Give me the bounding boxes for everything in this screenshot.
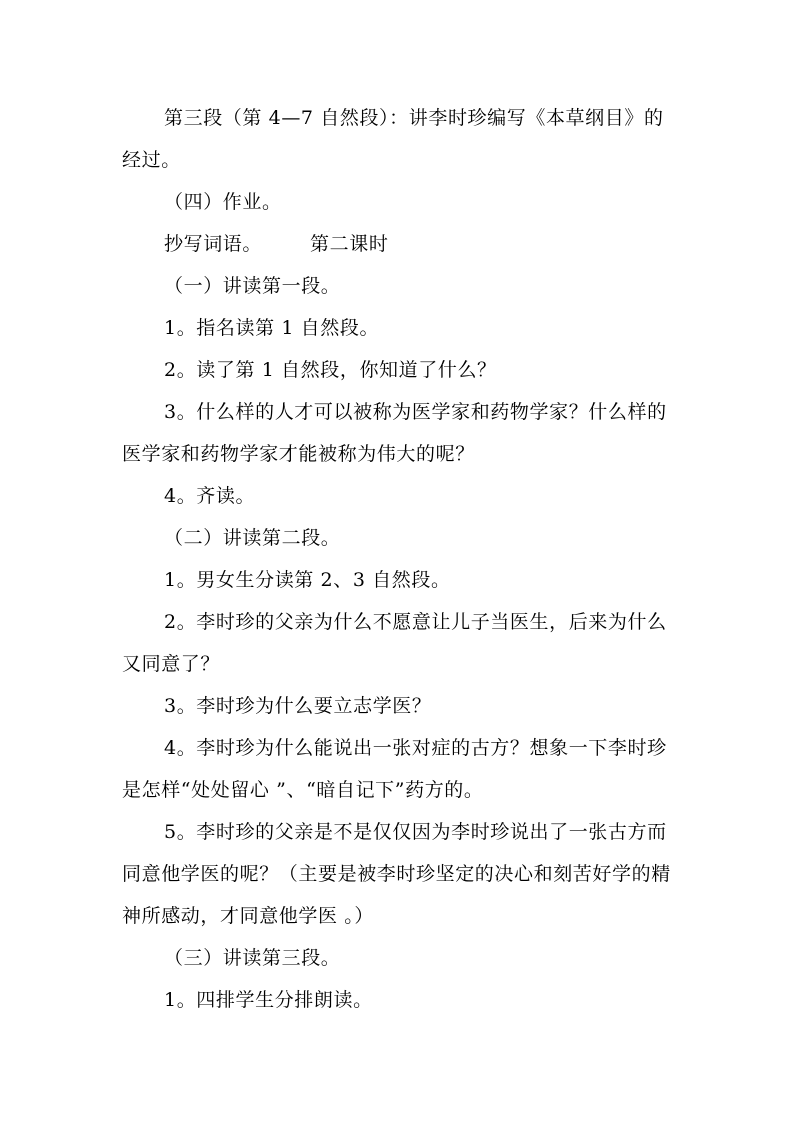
paragraph-section-three-summary: 第三段（第 4—7 自然段）：讲李时珍编写《本草纲目》的经过。 — [122, 107, 664, 171]
paragraph-item: 3。李时珍为什么要立志学医？ — [164, 695, 432, 717]
lesson-heading: 第二课时 — [310, 233, 389, 255]
paragraph-item: 5。李时珍的父亲是不是仅仅因为李时珍说出了一张古方而同意他学医的呢？（主要是被李时珍坚定的决心和刻苦好学的精神所感动，才同意他学医 。） — [122, 821, 671, 927]
paragraph-copy-words — [122, 223, 678, 265]
document-body — [122, 97, 678, 1021]
paragraph-item: 4。齐读。 — [164, 485, 256, 507]
paragraph-item: 1。四排学生分排朗读。 — [164, 989, 373, 1011]
copy-words-text: 抄写词语。 — [164, 233, 263, 255]
paragraph-item: 1。男女生分读第 2、3 自然段。 — [164, 569, 451, 591]
paragraph-item: 2。读了第 1 自然段，你知道了什么？ — [164, 359, 497, 381]
paragraph-item: 1。指名读第 1 自然段。 — [164, 317, 380, 339]
paragraph-section-two-heading: （二）讲读第二段。 — [164, 527, 341, 549]
paragraph-item: 3。什么样的人才可以被称为医学家和药物学家？什么样的医学家和药物学家才能被称为伟大的呢？ — [122, 401, 667, 465]
paragraph-section-three-heading: （三）讲读第三段。 — [164, 947, 341, 969]
paragraph-section-one-heading: （一）讲读第一段。 — [164, 275, 341, 297]
paragraph-item: 2。李时珍的父亲为什么不愿意让儿子当医生，后来为什么又同意了？ — [122, 611, 667, 675]
paragraph-item: 4。李时珍为什么能说出一张对症的古方？想象一下李时珍是怎样“处处留心 ”、“暗自记下”药方的。 — [122, 737, 667, 801]
paragraph-homework-heading: （四）作业。 — [164, 191, 282, 213]
